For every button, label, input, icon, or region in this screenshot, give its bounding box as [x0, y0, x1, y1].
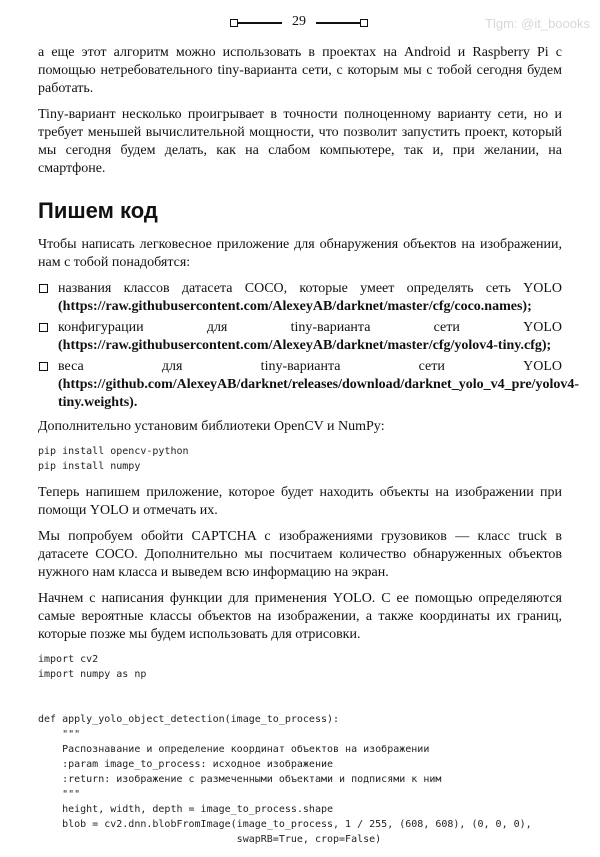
install-code-block: pip install opencv-python pip install numpy — [38, 446, 189, 472]
section-title: Пишем код — [38, 198, 158, 223]
list-item — [38, 280, 562, 316]
page-number: 29 — [292, 14, 306, 29]
list-item-text: веса для tiny-варианта сети YOLO — [58, 359, 562, 374]
main-code-block: import cv2 import numpy as np def apply_yolo_object_detection(image_to_process): """ Распознавание и определение координат объектов на изображении :param image_to_process: исходное изображение :return: изображение с размеченными объектами и подписями к ним """ height, width, depth = image_to_process.shape blob = cv2.dnn.blobFromImage(image_to_process, 1 / 255, (608, 608), (0, 0, 0), swapRB=True, crop=False) — [38, 654, 532, 845]
list-item-link[interactable]: (https://raw.githubusercontent.com/AlexeyAB/darknet/master/cfg/yolov4-tiny.cfg); — [58, 338, 552, 353]
watermark: Tlgm: @it_boooks — [485, 16, 590, 31]
requirements-list — [38, 280, 579, 412]
checkbox-bullet-icon — [39, 362, 48, 371]
header-ornament-right — [316, 20, 368, 26]
list-item-link[interactable]: (https://github.com/AlexeyAB/darknet/releases/download/darknet_yolo_v4_pre/yolov4-tiny.weights). — [58, 377, 579, 410]
install-intro: Дополнительно установим библиотеки OpenCV и NumPy: — [38, 419, 385, 434]
page-content — [38, 44, 579, 857]
intro-paragraph: Tiny-вариант несколько проигрывает в точности полноценному варианту сети, но и требует меньшей вычислительной мощности, что позволит запустить проект, который мы сегодня будем делать, как на слабом компьютере, так и, при желании, на смартфоне. — [38, 107, 562, 176]
list-item — [38, 319, 562, 355]
body-paragraph: Теперь напишем приложение, которое будет находить объекты на изображении при помощи YOLO и отмечать их. — [38, 485, 562, 518]
list-item — [38, 358, 579, 412]
list-item-text: названия классов датасета COCO, которые умеет определять сеть YOLO — [58, 281, 562, 296]
intro-paragraph: а еще этот алгоритм можно использовать в проектах на Android и Raspberry Pi с помощью нетребовательного tiny-варианта сети, с которым мы с тобой сегодня будем работать. — [38, 45, 562, 96]
header-ornament-left — [230, 20, 282, 26]
body-paragraph: Мы попробуем обойти CAPTCHA с изображениями грузовиков — класс truck в датасете COCO. Дополнительно мы посчитаем количество обнаруженных объектов нужного нам класса и выведем всю информацию на экран. — [38, 529, 562, 580]
page-header — [0, 14, 600, 34]
body-paragraph: Начнем с написания функции для применения YOLO. С ее помощью определяются самые вероятные классы объектов на изображении, а также координаты их границ, которые позже мы будем использовать для отрисовки. — [38, 591, 562, 642]
list-item-link[interactable]: (https://raw.githubusercontent.com/AlexeyAB/darknet/master/cfg/coco.names); — [58, 299, 532, 314]
list-item-text: конфигурации для tiny-варианта сети YOLO — [58, 320, 562, 335]
section-intro: Чтобы написать легковесное приложение для обнаружения объектов на изображении, нам с тобой понадобятся: — [38, 237, 562, 270]
checkbox-bullet-icon — [39, 284, 48, 293]
checkbox-bullet-icon — [39, 323, 48, 332]
